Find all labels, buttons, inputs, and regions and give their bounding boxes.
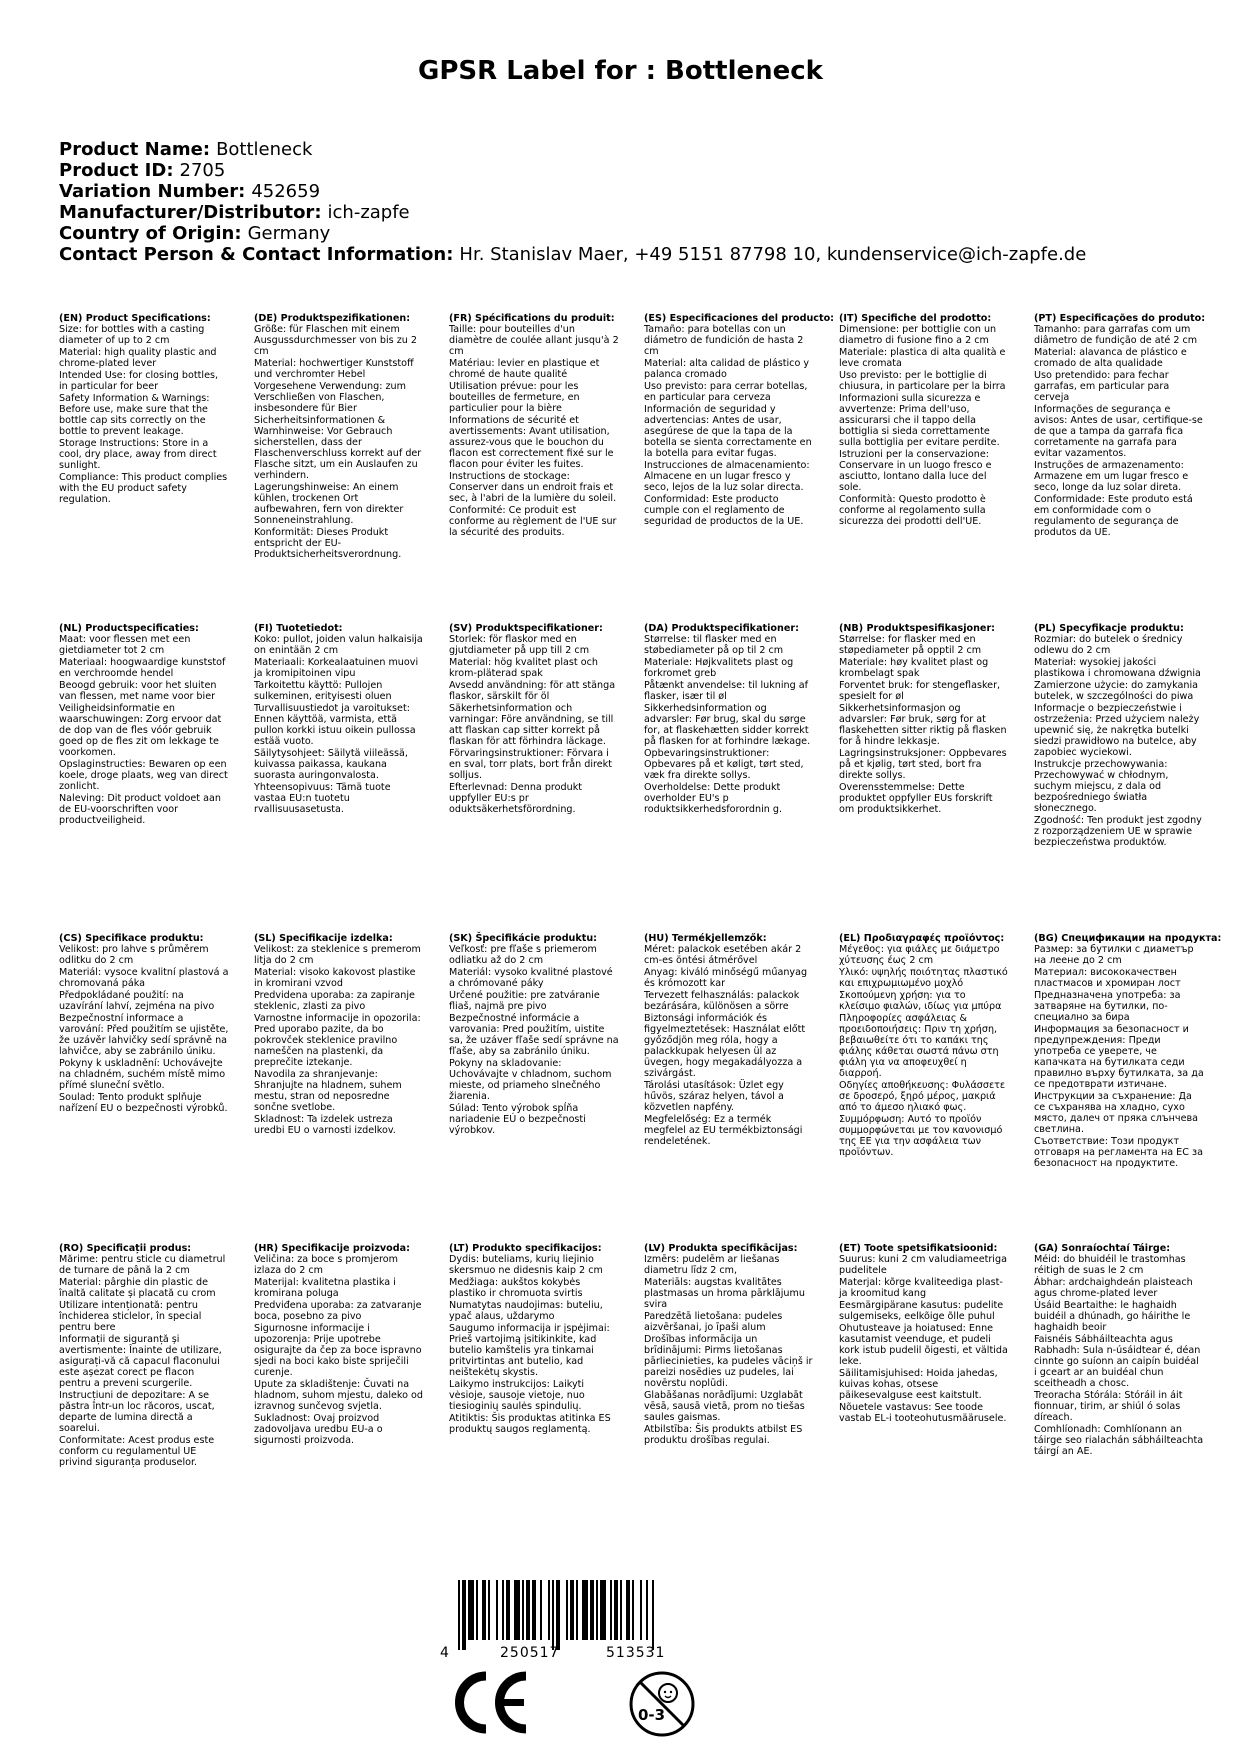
spec-item: Información de seguridad y advertencias: Antes de usar, asegúrese de que la tapa de la botella se sienta correctamente en la botella para evitar fugas. (644, 404, 812, 459)
spec-block (1034, 933, 1222, 1170)
spec-item: Velikost: pro lahve s průměrem odlitku do 2 cm (59, 944, 209, 966)
barcode-bar (614, 1580, 618, 1640)
barcode-bar (582, 1580, 588, 1640)
spec-item: Materiál: vysoce kvalitní plastová a chromovaná páka (59, 967, 229, 989)
spec-item: Laikymo instrukcijos: Laikyti vėsioje, sausoje vietoje, nuo tiesioginių saulės spindulių. (449, 1379, 585, 1412)
spec-item: Storage Instructions: Store in a cool, dry place, away from direct sunlight. (59, 438, 217, 471)
barcode-bar (482, 1580, 486, 1640)
spec-item: Anyag: kiváló minőségű műanyag és krómozott kar (644, 967, 808, 989)
spec-item: Instruções de armazenamento: Armazene em um lugar fresco e seco, longe da luz solar direta. (1034, 460, 1189, 493)
spec-item: Informations de sécurité et avertissements: Avant utilisation, assurez-vous que le bouchon du flacon est correctement fixé sur le flacon pour éviter les fuites. (449, 415, 614, 470)
spec-title: (LT) Produkto specifikacijos: (449, 1243, 602, 1254)
spec-item: Förvaringsinstruktioner: Förvara i en sval, torr plats, bort från direkt solljus. (449, 748, 612, 781)
spec-item: Opslaginstructies: Bewaren op een koele, droge plaats, weg van direct zonlicht. (59, 759, 228, 792)
spec-block (644, 933, 814, 1148)
spec-item: Intended Use: for closing bottles, in particular for beer (59, 370, 219, 392)
spec-item: Tamanho: para garrafas com um diâmetro de fundição de até 2 cm (1034, 324, 1198, 346)
spec-item: Súlad: Tento výrobok spĺňa nariadenie EÚ o bezpečnosti výrobkov. (449, 1103, 586, 1136)
spec-item: Yhteensopivuus: Tämä tuote vastaa EU:n tuotetu rvallisuusasetusta. (254, 782, 391, 815)
barcode-bar (646, 1580, 648, 1640)
spec-item: Dydis: buteliams, kurių liejinio skersmuo ne didesnis kaip 2 cm (449, 1254, 603, 1276)
spec-block (839, 933, 1009, 1159)
barcode-bar (576, 1580, 578, 1640)
spec-item: Lagringsinstruksjoner: Oppbevares på et kjølig, tørt sted, bort fra direkte sollys. (839, 748, 1007, 781)
spec-block (59, 1243, 229, 1469)
spec-item: Istruzioni per la conservazione: Conservare in un luogo fresco e asciutto, lontano dalla luce del sole. (839, 449, 992, 493)
spec-item: Sikkerhedsinformation og advarsler: Før brug, skal du sørge for, at flaskehætten sidder korrekt på flasken for at forhindre lækage. (644, 703, 811, 747)
spec-item: Zamierzone użycie: do zamykania butelek, w szczególności do piwa (1034, 680, 1199, 702)
spec-item: Rozmiar: do butelek o średnicy odlewu do 2 cm (1034, 634, 1183, 656)
spec-title: (GA) Sonraíochtaí Táirge: (1034, 1243, 1171, 1254)
spec-title: (ES) Especificaciones del producto: (644, 313, 835, 324)
spec-item: Numatytas naudojimas: buteliu, ypač alaus, uždarymo (449, 1300, 603, 1322)
spec-item: Avsedd användning: för att stänga flaskor, särskilt för öl (449, 680, 616, 702)
spec-block (644, 1243, 814, 1447)
spec-item: Sukladnost: Ovaj proizvod zadovoljava uredbu EU-a o sigurnosti proizvoda. (254, 1413, 383, 1446)
spec-block (1034, 1243, 1204, 1458)
spec-title: (SL) Specifikacije izdelka: (254, 933, 393, 944)
spec-block (254, 313, 424, 561)
spec-item: Instrucțiuni de depozitare: A se păstra într-un loc răcoros, uscat, departe de lumina directă a soarelui. (59, 1390, 215, 1434)
spec-item: Lagerungshinweise: An einem kühlen, trockenen Ort aufbewahren, fern von direkter Sonneneinstrahlung. (254, 482, 404, 526)
spec-item: Bezpečnostní informace a varování: Před použitím se ujistěte, že uzávěr lahvičky sedí správně na lahvičce, aby se zabránilo úniku. (59, 1013, 229, 1057)
spec-item: Úsáid Beartaithe: le haghaidh buidéil a dhúnadh, go háirithe le haghaidh beoir (1034, 1300, 1191, 1333)
info-key: Contact Person & Contact Information: (59, 244, 454, 265)
spec-block (644, 623, 814, 816)
variation-number-row (59, 181, 1086, 202)
spec-block (644, 313, 835, 528)
spec-item: Opbevaringsinstruktioner: Opbevares på et køligt, tørt sted, væk fra direkte sollys. (644, 748, 804, 781)
spec-title: (PT) Especificações do produto: (1034, 313, 1206, 324)
spec-item: Υλικό: υψηλής ποιότητας πλαστικό και επιχρωμιωμένο μοχλό (839, 967, 1008, 989)
barcode-bar (522, 1580, 524, 1640)
spec-item: Určené použitie: pre zatváranie fliaš, najmä pre pivo (449, 990, 600, 1012)
spec-item: Πληροφορίες ασφάλειας & προειδοποιήσεις: Πριν τη χρήση, βεβαιωθείτε ότι το καπάκι της φιάλης κάθεται σωστά πάνω στη φιάλη για να αποφευχθεί η διαρροή. (839, 1013, 999, 1079)
spec-item: Safety Information & Warnings: Before use, make sure that the bottle cap sits correctly on the bottle to prevent leakage. (59, 393, 210, 437)
spec-item: Materjal: kõrge kvaliteediga plast- ja kroomitud kang (839, 1277, 1003, 1299)
spec-item: Comhlíonadh: Comhlíonann an táirge seo rialachán sábháilteachta táirgí an AE. (1034, 1424, 1204, 1457)
spec-item: Mărime: pentru sticle cu diametrul de turnare de până la 2 cm (59, 1254, 226, 1276)
barcode-bar (566, 1580, 568, 1640)
barcode-bar (640, 1580, 642, 1640)
spec-item: Ohutusteave ja hoiatused: Enne kasutamist veenduge, et pudeli kork istub pudelil õigesti, et vältida leke. (839, 1323, 1008, 1367)
spec-item: Sikkerhetsinformasjon og advarsler: Før bruk, sørg for at flaskehetten sitter riktig på flasken for å hindre lekkasje. (839, 703, 1007, 747)
info-value: Hr. Stanislav Maer, +49 5151 87798 10, kundenservice@ich-zapfe.de (459, 244, 1087, 265)
info-value: 452659 (251, 181, 321, 202)
spec-block (254, 933, 424, 1137)
spec-item: Materiál: vysoko kvalitné plastové a chrómované páky (449, 967, 613, 989)
barcode-bar (552, 1580, 554, 1650)
spec-item: Materiale: høy kvalitet plast og krombelagt spak (839, 657, 989, 679)
spec-item: Предназначена употреба: за затваряне на бутилки, по-специално за бира (1034, 990, 1181, 1023)
spec-title: (SV) Produktspecifikationer: (449, 623, 603, 634)
barcode-digit-lead: 4 (440, 1645, 449, 1660)
spec-title: (RO) Specificații produs: (59, 1243, 192, 1254)
info-key: Product Name: (59, 139, 211, 160)
spec-title: (NL) Productspecificaties: (59, 623, 199, 634)
spec-item: Instrucciones de almacenamiento: Almacene en un lugar fresco y seco, lejos de la luz solar directa. (644, 460, 810, 493)
spec-item: Материал: висококачествен пластмасов и хромиран лост (1034, 967, 1181, 989)
spec-item: Utilizare intenționată: pentru închiderea sticlelor, în special pentru bere (59, 1300, 202, 1333)
spec-item: Naleving: Dit product voldoet aan de EU-voorschriften voor productveiligheid. (59, 793, 221, 826)
barcode-bar (462, 1580, 466, 1650)
spec-item: Medžiaga: aukštos kokybės plastiko ir chromuota svirtis (449, 1277, 583, 1299)
barcode-bar (652, 1580, 654, 1650)
barcode-bar (632, 1580, 634, 1640)
spec-item: Uso previsto: para cerrar botellas, en particular para cerveza (644, 381, 808, 403)
spec-title: (IT) Specifiche del prodotto: (839, 313, 992, 324)
info-key: Manufacturer/Distributor: (59, 202, 322, 223)
country-row (59, 223, 1086, 244)
spec-item: Uso pretendido: para fechar garrafas, em particular para cerveja (1034, 370, 1170, 403)
spec-item: Veľkosť: pre fľaše s priemerom odliatku až do 2 cm (449, 944, 597, 966)
product-info (59, 139, 1086, 265)
barcode-bar (548, 1580, 550, 1640)
spec-block (59, 623, 229, 827)
spec-item: Maat: voor flessen met een gietdiameter tot 2 cm (59, 634, 191, 656)
spec-item: Säilitamisjuhised: Hoida jahedas, kuivas kohas, otsese päikesevalguse eest kaitstult. (839, 1368, 998, 1401)
info-value: ich-zapfe (327, 202, 410, 223)
spec-item: Materijal: kvalitetna plastika i kromirana poluga (254, 1277, 396, 1299)
spec-item: Säkerhetsinformation och varningar: Före användning, se till att flaskan cap sitter korrekt på flaskan för att förhindra läckage. (449, 703, 614, 747)
spec-item: Storlek: för flaskor med en gjutdiameter på upp till 2 cm (449, 634, 590, 656)
spec-item: Předpokládané použití: na uzavírání lahví, zejména na pivo (59, 990, 215, 1012)
spec-title: (BG) Спецификации на продукта: (1034, 933, 1222, 944)
ce-mark-icon (452, 1670, 532, 1735)
spec-item: Drošības informācija un brīdinājumi: Pirms lietošanas pārliecinieties, ka pudeles vāciņš ir pareizi nosēdies uz pudeles, lai novērstu noplūdi. (644, 1334, 813, 1389)
spec-item: Utilisation prévue: pour les bouteilles de fermeture, en particulier pour la bière (449, 381, 580, 414)
barcode-bar (514, 1580, 520, 1640)
barcode-bar (540, 1580, 542, 1640)
spec-block (449, 623, 619, 816)
info-key: Country of Origin: (59, 223, 242, 244)
info-value: Bottleneck (216, 139, 313, 160)
spec-item: Treoracha Stórála: Stóráil in áit fionnuar, tirim, ar shiúl ó solas díreach. (1034, 1390, 1183, 1423)
spec-item: Material: hög kvalitet plast och krom-pläterad spak (449, 657, 598, 679)
spec-item: Größe: für Flaschen mit einem Ausgussdurchmesser von bis zu 2 cm (254, 324, 417, 357)
barcode-bar (532, 1580, 536, 1640)
spec-item: Informacje o bezpieczeństwie i ostrzeżenia: Przed użyciem należy upewnić się, że nakrętka butelki siedzi prawidłowo na butelce, aby zapobiec wyciekowi. (1034, 703, 1200, 758)
barcode-bar (610, 1580, 612, 1640)
spec-block (59, 313, 229, 506)
spec-item: Glabāšanas norādījumi: Uzglabāt vēsā, sausā vietā, prom no tiešas saules gaismas. (644, 1390, 805, 1423)
spec-item: Overholdelse: Dette produkt overholder EU's p roduktsikkerhedsforordnin g. (644, 782, 783, 815)
info-key: Product ID: (59, 160, 174, 181)
spec-item: Koko: pullot, joiden valun halkaisija on enintään 2 cm (254, 634, 423, 656)
spec-item: Atbilstība: Šis produkts atbilst ES produktu drošības regulai. (644, 1424, 803, 1446)
spec-item: Izmērs: pudelēm ar liešanas diametru līdz 2 cm, (644, 1254, 780, 1276)
spec-item: Matériau: levier en plastique et chromé de haute qualité (449, 358, 600, 380)
spec-block (839, 1243, 1009, 1425)
product-id-row (59, 160, 1086, 181)
barcode-bar (458, 1580, 460, 1650)
spec-item: Material: pârghie din plastic de înaltă calitate și placată cu crom (59, 1277, 216, 1299)
spec-item: Bezpečnostné informácie a varovania: Pred použitím, uistite sa, že uzáver fľaše sedí správne na fľaše, aby sa zabránilo úniku. (449, 1013, 619, 1057)
spec-item: Saugumo informacija ir įspėjimai: Prieš vartojimą įsitikinkite, kad butelio kamštelis yra tinkamai pritvirtintas ant butelio, kad neištekėtų skystis. (449, 1323, 610, 1378)
spec-item: Navodila za shranjevanje: Shranjujte na hladnem, suhem mestu, stran od neposredne sončne svetlobe. (254, 1069, 402, 1113)
spec-item: Méid: do bhuidéil le trastomhas réitigh de suas le 2 cm (1034, 1254, 1186, 1276)
spec-item: Οδηγίες αποθήκευσης: Φυλάσσετε σε δροσερό, ξηρό μέρος, μακριά από το άμεσο ηλιακό φως. (839, 1080, 1006, 1113)
spec-item: Påtænkt anvendelse: til lukning af flasker, især til øl (644, 680, 808, 702)
spec-title: (DE) Produktspezifikationen: (254, 313, 411, 324)
spec-item: Vorgesehene Verwendung: zum Verschließen von Flaschen, insbesondere für Bier (254, 381, 406, 414)
spec-block (449, 933, 619, 1137)
spec-item: Sicherheitsinformationen & Warnhinweise: Vor Gebrauch sicherstellen, dass der Flaschenverschluss korrekt auf der Flasche sitzt, um ein Auslaufen zu verhindern. (254, 415, 422, 481)
spec-item: Pokyny k uskladnění: Uchovávejte na chladném, suchém místě mimo přímé sluneční světlo. (59, 1058, 226, 1091)
spec-item: Σκοπούμενη χρήση: για το κλείσιμο φιαλών, ιδίως για μπύρα (839, 990, 1002, 1012)
spec-item: Skladnost: Ta izdelek ustreza uredbi EU o varnosti izdelkov. (254, 1114, 396, 1136)
barcode-bar (590, 1580, 594, 1640)
spec-item: Materiał: wysokiej jakości plastikowa i chromowana dźwignia (1034, 657, 1201, 679)
barcode-bar (600, 1580, 606, 1640)
spec-item: Conformità: Questo prodotto è conforme al regolamento sulla sicurezza dei prodotti dell'UE. (839, 494, 986, 527)
barcode-bar (620, 1580, 622, 1640)
spec-item: Compliance: This product complies with the EU product safety regulation. (59, 472, 228, 505)
spec-item: Съответствие: Този продукт отговаря на регламента на ЕС за безопасност на продуктите. (1034, 1136, 1203, 1169)
spec-item: Predviđena uporaba: za zatvaranje boca, posebno za pivo (254, 1300, 422, 1322)
barcode-bar (570, 1580, 574, 1640)
spec-item: Μέγεθος: για φιάλες με διάμετρο χύτευσης έως 2 cm (839, 944, 1000, 966)
spec-item: Efterlevnad: Denna produkt uppfyller EU:s pr oduktsäkerhetsförordning. (449, 782, 583, 815)
spec-item: Uso previsto: per le bottiglie di chiusura, in particolare per la birra (839, 370, 1006, 392)
spec-item: Instructions de stockage: Conserver dans un endroit frais et sec, à l'abri de la lumière du soleil. (449, 471, 617, 504)
spec-item: Säilytysohjeet: Säilytä viileässä, kuivassa paikassa, kaukana suorasta auringonvalosta. (254, 748, 408, 781)
spec-block (254, 623, 424, 816)
barcode-digits-right: 513531 (606, 1645, 666, 1660)
product-name-row (59, 139, 1086, 160)
spec-item: Conformitate: Acest produs este conform cu regulamentul UE privind siguranța produselor. (59, 1435, 215, 1468)
spec-title: (PL) Specyfikacje produktu: (1034, 623, 1184, 634)
spec-item: Информация за безопасност и предупреждения: Преди употреба се уверете, че капачката на бутилката седи правилно върху бутилката, за да се предотврати изтичане. (1034, 1024, 1204, 1090)
spec-item: Conformidade: Este produto está em conformidade com o regulamento de segurança de produtos da UE. (1034, 494, 1193, 538)
spec-title: (LV) Produkta specifikācijas: (644, 1243, 798, 1254)
spec-item: Paredzētā lietošana: pudeles aizvēršanai, jo īpaši alum (644, 1311, 783, 1333)
spec-item: Materiaal: hoogwaardige kunststof en verchroomde hendel (59, 657, 226, 679)
barcode (440, 1580, 740, 1660)
info-value: 2705 (179, 160, 226, 181)
spec-title: (HR) Specifikacije proizvoda: (254, 1243, 410, 1254)
contact-row (59, 244, 1086, 265)
spec-item: Material: visoko kakovost plastike in kromirani vzvod (254, 967, 416, 989)
spec-item: Size: for bottles with a casting diameter of up to 2 cm (59, 324, 205, 346)
spec-item: Megfelelőség: Ez a termék megfelel az EU termékbiztonsági rendeletének. (644, 1114, 803, 1147)
spec-title: (CS) Specifikace produktu: (59, 933, 204, 944)
spec-item: Material: hochwertiger Kunststoff und verchromter Hebel (254, 358, 414, 380)
spec-item: Upute za skladištenje: Čuvati na hladnom, suhom mjestu, daleko od izravnog sunčevog svjetla. (254, 1379, 424, 1412)
spec-block (449, 1243, 619, 1436)
barcode-bar (476, 1580, 478, 1640)
barcode-bar (626, 1580, 630, 1640)
manufacturer-row (59, 202, 1086, 223)
spec-item: Størrelse: til flasker med en støbediameter på op til 2 cm (644, 634, 784, 656)
spec-title: (EN) Product Specifications: (59, 313, 211, 324)
spec-item: Размер: за бутилки с диаметър на леене до 2 cm (1034, 944, 1194, 966)
barcode-digits-left: 250517 (500, 1645, 560, 1660)
barcode-bar (502, 1580, 504, 1640)
spec-item: Instrukcje przechowywania: Przechowywać w chłodnym, suchym miejscu, z dala od bezpośredniego światła słonecznego. (1034, 759, 1169, 814)
spec-title: (ET) Toote spetsifikatsioonid: (839, 1243, 998, 1254)
barcode-bar (488, 1580, 490, 1640)
spec-item: Materiāls: augstas kvalitātes plastmasas un hroma pārklājumu svira (644, 1277, 805, 1310)
spec-item: Eesmärgipärane kasutus: pudelite sulgemiseks, eelkõige õlle puhul (839, 1300, 1004, 1322)
spec-item: Veiligheidsinformatie en waarschuwingen: Zorg ervoor dat de dop van de fles vóór gebruik goed op de fles zit om lekkage te voorkomen. (59, 703, 222, 758)
spec-item: Sigurnosne informacije i upozorenja: Prije upotrebe osigurajte da čep za boce ispravno sjedi na boci kako biste spriječili curenje. (254, 1323, 422, 1378)
spec-item: Materiaali: Korkealaatuinen muovi ja kromipitoinen vipu (254, 657, 419, 679)
not-for-children-0-3-icon (628, 1670, 696, 1738)
spec-item: Nõuetele vastavus: See toode vastab EL-i tooteohutusmäärusele. (839, 1402, 1007, 1424)
spec-title: (FI) Tuotetiedot: (254, 623, 343, 634)
info-value: Germany (247, 223, 331, 244)
spec-item: Faisnéis Sábháilteachta agus Rabhadh: Sula n-úsáidtear é, déan cinnte go suíonn an caipín buidéal i gceart ar an buidéal chun sceitheadh a chosc. (1034, 1334, 1201, 1389)
spec-block (254, 1243, 424, 1447)
spec-item: Material: high quality plastic and chrome-plated lever (59, 347, 217, 369)
spec-item: Taille: pour bouteilles d'un diamètre de coulée allant jusqu'à 2 cm (449, 324, 619, 357)
barcode-bar (526, 1580, 530, 1640)
spec-block (839, 623, 1009, 816)
spec-item: Conformité: Ce produit est conforme au règlement de l'UE sur la sécurité des produits. (449, 505, 617, 538)
spec-item: Zgodność: Ten produkt jest zgodny z rozporządzeniem UE w sprawie bezpieczeństwa produktów. (1034, 815, 1202, 848)
spec-item: Velikost: za steklenice s premerom litja do 2 cm (254, 944, 421, 966)
spec-block (839, 313, 1009, 528)
spec-item: Ábhar: ardchaighdeán plaisteach agus chrome-plated lever (1034, 1277, 1193, 1299)
spec-item: Beoogd gebruik: voor het sluiten van flessen, met name voor bier (59, 680, 217, 702)
barcode-bar (596, 1580, 598, 1640)
page-title: GPSR Label for : Bottleneck (418, 56, 823, 86)
spec-item: Dimensione: per bottiglie con un diametro di fusione fino a 2 cm (839, 324, 997, 346)
spec-block (1034, 623, 1204, 849)
spec-item: Overensstemmelse: Dette produktet oppfyller EUs forskrift om produktsikkerhet. (839, 782, 993, 815)
spec-item: Informații de siguranță și avertismente: Înainte de utilizare, asigurați-vă că capacul flaconului este așezat corect pe flacon pentru a preveni scurgerile. (59, 1334, 222, 1389)
spec-block (59, 933, 229, 1115)
barcode-bar (506, 1580, 510, 1640)
spec-item: Predvidena uporaba: za zapiranje steklenic, zlasti za pivo (254, 990, 415, 1012)
spec-item: Atitiktis: Šis produktas atitinka ES produktų saugos reglamentą. (449, 1413, 611, 1435)
spec-title: (SK) Špecifikácie produktu: (449, 933, 598, 944)
spec-item: Συμμόρφωση: Αυτό το προϊόν συμμορφώνεται με τον κανονισμό της ΕΕ για την ασφάλεια των προϊόντων. (839, 1114, 1003, 1158)
spec-item: Material: alavanca de plástico e cromado de alta qualidade (1034, 347, 1187, 369)
spec-item: Konformität: Dieses Produkt entspricht der EU-Produktsicherheitsverordnung. (254, 527, 402, 560)
spec-item: Tárolási utasítások: Üzlet egy hűvös, száraz helyen, távol a közvetlen napfény. (644, 1080, 784, 1113)
spec-item: Soulad: Tento produkt splňuje nařízení EU o bezpečnosti výrobků. (59, 1092, 228, 1114)
spec-block (1034, 313, 1204, 539)
spec-title: (HU) Termékjellemzők: (644, 933, 767, 944)
spec-item: Informazioni sulla sicurezza e avvertenze: Prima dell'uso, assicurarsi che il tappo della bottiglia si sieda correttamente sulla bottiglia per evitare perdite. (839, 393, 1000, 448)
spec-item: Tervezett felhasználás: palackok bezárására, különösen a sörre (644, 990, 800, 1012)
spec-item: Varnostne informacije in opozorila: Pred uporabo pazite, da bo pokrovček steklenice pravilno nameščen na plastenki, da preprečite iztekanje. (254, 1013, 421, 1068)
spec-item: Tamaño: para botellas con un diámetro de fundición de hasta 2 cm (644, 324, 804, 357)
spec-item: Material: alta calidad de plástico y palanca cromado (644, 358, 810, 380)
spec-item: Turvallisuustiedot ja varoitukset: Ennen käyttöä, varmista, että pullon korkki istuu oikein pullossa estää vuoto. (254, 703, 416, 747)
age-range-label: 0-3 (638, 1706, 666, 1724)
spec-item: Biztonsági információk és figyelmeztetések: Használat előtt győződjön meg róla, hogy a palackkupak helyesen ül az üvegen, hogy megakadályozza a szivárgást. (644, 1013, 806, 1079)
spec-item: Méret: palackok esetében akár 2 cm-es öntési átmérővel (644, 944, 802, 966)
spec-item: Forventet bruk: for stengeflasker, spesielt for øl (839, 680, 1001, 702)
spec-item: Veličina: za boce s promjerom izlaza do 2 cm (254, 1254, 398, 1276)
spec-title: (DA) Produktspecifikationer: (644, 623, 799, 634)
spec-item: Materiale: Højkvalitets plast og forkromet greb (644, 657, 794, 679)
spec-item: Informações de segurança e avisos: Antes de usar, certifique-se de que a tampa da garrafa fica corretamente na garrafa para evitar vazamentos. (1034, 404, 1203, 459)
spec-title: (FR) Spécifications du produit: (449, 313, 615, 324)
barcode-bar (468, 1580, 474, 1640)
spec-block (449, 313, 619, 539)
spec-item: Størrelse: for flasker med en støpediameter på opptil 2 cm (839, 634, 982, 656)
spec-item: Suurus: kuni 2 cm valudiameetriga pudelitele (839, 1254, 1007, 1276)
barcode-bar (556, 1580, 560, 1650)
spec-item: Инструкции за съхранение: Да се съхранява на хладно, сухо място, далеч от пряка слънчева светлина. (1034, 1091, 1199, 1135)
barcode-bar (496, 1580, 498, 1640)
spec-item: Materiale: plastica di alta qualità e leve cromata (839, 347, 1006, 369)
spec-item: Tarkoitettu käyttö: Pullojen sulkeminen, erityisesti oluen (254, 680, 392, 702)
spec-item: Conformidad: Este producto cumple con el reglamento de seguridad de productos de la UE. (644, 494, 804, 527)
spec-title: (NB) Produktspesifikasjoner: (839, 623, 996, 634)
spec-item: Pokyny na skladovanie: Uchovávajte v chladnom, suchom mieste, od priameho slnečného žiarenia. (449, 1058, 612, 1102)
info-key: Variation Number: (59, 181, 246, 202)
spec-title: (EL) Προδιαγραφές προϊόντος: (839, 933, 1005, 944)
